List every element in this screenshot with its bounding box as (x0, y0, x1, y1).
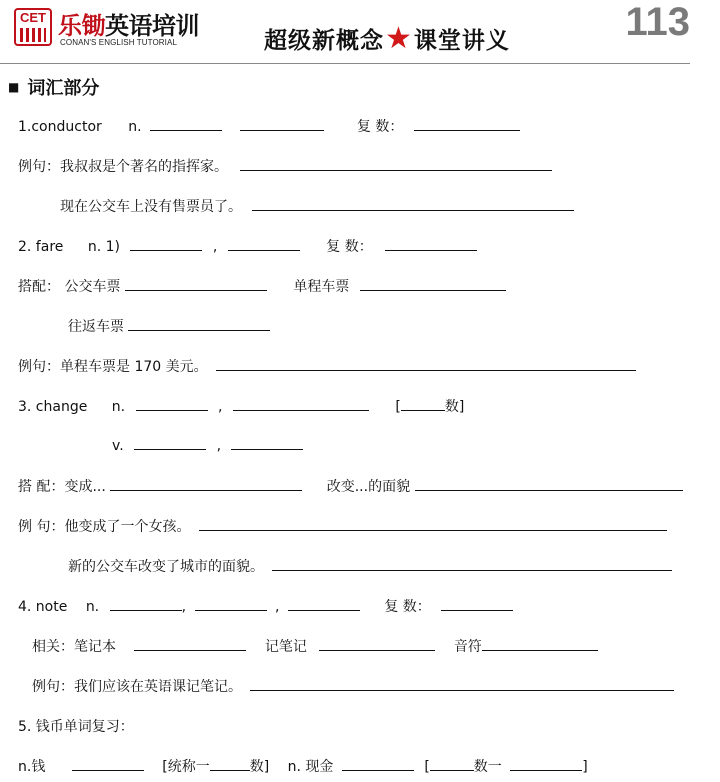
line-text: 例句：单程车票是 170 美元。 (18, 359, 208, 375)
collocation-line (18, 276, 506, 296)
example-line (68, 556, 672, 576)
line-text: 复 数： (326, 239, 373, 255)
logo-text: CET (20, 10, 46, 25)
logo-badge (14, 8, 52, 46)
line-text: ] (582, 759, 588, 775)
answer-blank[interactable] (250, 677, 674, 691)
example-line (18, 156, 552, 176)
line-text: 数] (249, 759, 270, 775)
example-line (18, 516, 667, 536)
money-words-line (18, 756, 588, 776)
answer-blank[interactable] (228, 237, 300, 251)
line-text: 音符 (453, 639, 482, 655)
vocab-line-note (18, 596, 513, 616)
brand-english-name: CONAN'S ENGLISH TUTORIAL (60, 38, 177, 47)
answer-blank[interactable] (150, 117, 222, 131)
page-number: 113 (625, 0, 690, 44)
answer-blank[interactable] (441, 597, 513, 611)
answer-blank[interactable] (482, 637, 598, 651)
line-text: n. 现金 (287, 759, 334, 775)
answer-blank[interactable] (110, 597, 182, 611)
money-review-heading: 5. 钱币单词复习： (18, 719, 134, 735)
line-text: n. (85, 599, 100, 615)
line-text: 相关：笔记本 (32, 639, 116, 655)
collocation-line (68, 316, 270, 336)
line-text: 往返车票 (68, 319, 124, 335)
course-title-right: 课堂讲义 (413, 28, 510, 54)
example-line (32, 676, 674, 696)
answer-blank[interactable] (272, 557, 672, 571)
answer-blank[interactable] (199, 517, 667, 531)
vocab-line-change-verb (112, 436, 303, 454)
line-text: 例句：我们应该在英语课记笔记。 (32, 679, 242, 695)
answer-blank[interactable] (134, 637, 246, 651)
section-title (8, 74, 99, 100)
line-text: 例句：我叔叔是个著名的指挥家。 (18, 159, 228, 175)
answer-blank[interactable] (430, 757, 474, 771)
answer-blank[interactable] (360, 277, 506, 291)
line-text: 记笔记 (264, 639, 307, 655)
answer-blank[interactable] (72, 757, 144, 771)
line-text: v. (112, 438, 124, 454)
course-title-left: 超级新概念 (264, 28, 384, 54)
related-words-line (32, 636, 598, 656)
answer-blank[interactable] (401, 397, 445, 411)
answer-blank[interactable] (130, 237, 202, 251)
answer-blank[interactable] (110, 477, 302, 491)
line-text: n. (128, 119, 142, 135)
bullet-icon: ■ (8, 80, 20, 94)
line-text: 例 句：他变成了一个女孩。 (18, 519, 191, 535)
line-text: 复 数： (356, 119, 404, 135)
line-text: 单程车票 (293, 279, 350, 295)
line-text: 改变...的面貌 (326, 479, 411, 495)
answer-blank[interactable] (415, 477, 683, 491)
line-text: n.钱 (18, 759, 46, 775)
line-text: 现在公交车上没有售票员了。 (60, 199, 242, 215)
answer-blank[interactable] (510, 757, 582, 771)
answer-blank[interactable] (125, 277, 267, 291)
line-text: , (212, 239, 218, 255)
line-text: , (218, 399, 223, 415)
example-line (60, 196, 574, 216)
line-text: , (181, 599, 187, 615)
line-text: 数] (444, 399, 465, 415)
answer-blank[interactable] (385, 237, 477, 251)
brand-name-red: 乐锄 (58, 12, 105, 40)
star-icon: ★ (385, 20, 413, 56)
line-text: , (274, 599, 280, 615)
section-title-text: 词汇部分 (27, 78, 100, 99)
logo-building-icon (20, 28, 46, 42)
line-text: n. 1) (87, 239, 120, 255)
answer-blank[interactable] (231, 436, 303, 450)
answer-blank[interactable] (195, 597, 267, 611)
answer-blank[interactable] (288, 597, 360, 611)
vocab-line-conductor (18, 116, 520, 136)
answer-blank[interactable] (210, 757, 250, 771)
line-text: , (216, 438, 222, 454)
vocab-line-fare (18, 236, 477, 256)
line-text: 搭配： 公交车票 (18, 279, 121, 295)
line-text: [统称一 (162, 759, 210, 775)
line-text: 新的公交车改变了城市的面貌。 (68, 559, 264, 575)
answer-blank[interactable] (252, 197, 574, 211)
line-text: 4. note (18, 599, 68, 615)
answer-blank[interactable] (319, 637, 435, 651)
line-text: 3. change (18, 399, 88, 415)
answer-blank[interactable] (240, 157, 552, 171)
answer-blank[interactable] (216, 357, 636, 371)
header-divider (0, 63, 690, 64)
brand-name (58, 6, 199, 41)
example-line (18, 356, 636, 376)
answer-blank[interactable] (136, 397, 208, 411)
vocab-line-change (18, 396, 464, 416)
line-text: 数一 (473, 759, 502, 775)
line-text: [ (424, 759, 430, 775)
answer-blank[interactable] (414, 117, 520, 131)
collocation-line (18, 476, 683, 496)
answer-blank[interactable] (233, 397, 369, 411)
answer-blank[interactable] (342, 757, 414, 771)
line-text: 搭 配：变成... (18, 479, 106, 495)
line-text: [ (395, 399, 401, 415)
answer-blank[interactable] (134, 436, 206, 450)
line-text: n. (111, 399, 126, 415)
answer-blank[interactable] (128, 317, 270, 331)
line-text: 复 数： (384, 599, 431, 615)
line-text: 2. fare (18, 239, 64, 255)
answer-blank[interactable] (240, 117, 324, 131)
brand-name-black: 英语培训 (105, 12, 199, 40)
course-title (264, 22, 510, 55)
line-text: 1.conductor (18, 119, 102, 135)
